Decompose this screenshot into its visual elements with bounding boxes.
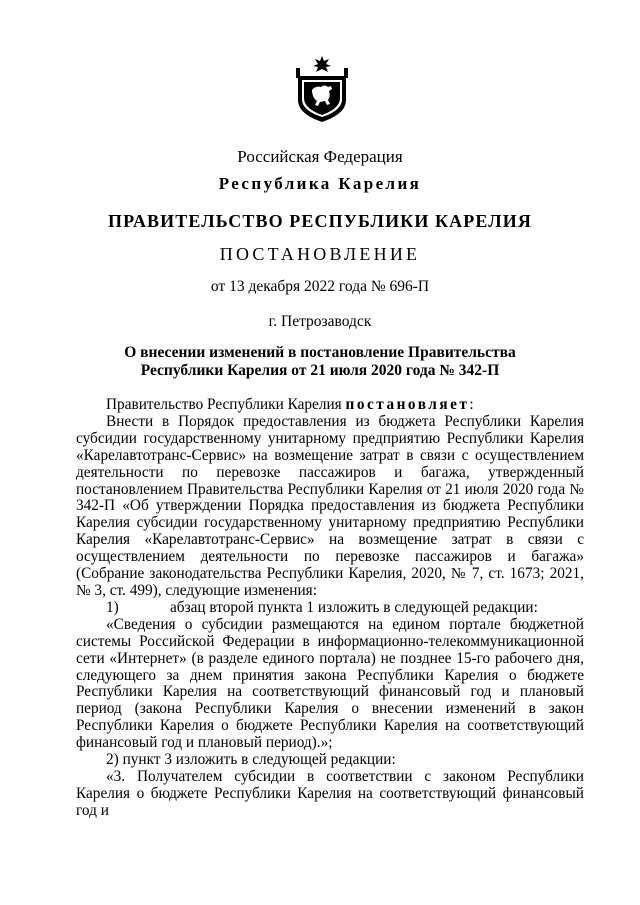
- item-2: 2) пункт 3 изложить в следующей редакции:: [106, 751, 396, 769]
- item-1: [76, 600, 584, 617]
- federation-heading: Российская Федерация: [237, 147, 403, 166]
- document-title: [0, 344, 640, 380]
- government-heading: ПРАВИТЕЛЬСТВО РЕСПУБЛИКИ КАРЕЛИЯ: [108, 211, 532, 231]
- date-number: от 13 декабря 2022 года № 696-П: [210, 278, 430, 295]
- intro-suffix: :: [469, 396, 474, 413]
- quote-2: «3. Получателем субсидии в соответствии с законом Республики Карелия о бюджете Республики Карелия на соответствующий финансовый год и: [76, 767, 584, 819]
- karelia-coat-of-arms-icon: [295, 56, 349, 122]
- intro-paragraph: [76, 397, 584, 414]
- intro-prefix: Правительство Республики Карелия: [106, 396, 346, 413]
- title-line-2: Республики Карелия от 21 июля 2020 года № 342-П: [140, 362, 500, 379]
- title-line-1: О внесении изменений в постановление Правительства: [124, 344, 516, 361]
- paragraph-1: Внести в Порядок предоставления из бюджета Республики Карелия субсидии государственному унитарному предприятию Республики Карелия «Карелавтотранс-Сервис» на возмещение затрат в связи с осуществлением деятельности по перевозке пассажиров и багажа, утвержденный постановлением Правительства Республики Карелия от 21 июля 2020 года № 342-П «Об утверждении Порядка предоставления из бюджета Республики Карелия субсидии государственному унитарному предприятию Республики Карелия «Карелавтотранс-Сервис» на возмещение затрат в связи с осуществлением деятельности по перевозке пассажиров и багажа» (Собрание законодательства Республики Карелия, 2020, № 7, ст. 1673; 2021, № 3, ст. 499), следующие изменения:: [76, 412, 584, 599]
- doc-type-heading: ПОСТАНОВЛЕНИЕ: [219, 244, 421, 264]
- republic-heading: Республика Карелия: [218, 174, 422, 193]
- document-body: [76, 397, 584, 820]
- intro-spaced: постановляет: [345, 396, 470, 413]
- quote-1: «Сведения о субсидии размещаются на едином портале бюджетной системы Российской Федерации в информационно-телекоммуникационной сети «Интернет» (в разделе единого портала) не позднее 15-го рабочего дня, следующего за днем принятия закона Республики Карелия о бюджете Республики Карелия на соответствующий финансовый год и плановый период (закона Республики Карелия о внесении изменений в закон Республики Карелия о бюджете Республики Карелия на соответствующий финансовый год и плановый период).»;: [76, 615, 584, 752]
- item-1-number: 1): [106, 598, 119, 616]
- city: г. Петрозаводск: [268, 313, 372, 330]
- item-1-text: абзац второй пункта 1 изложить в следующей редакции:: [170, 598, 538, 616]
